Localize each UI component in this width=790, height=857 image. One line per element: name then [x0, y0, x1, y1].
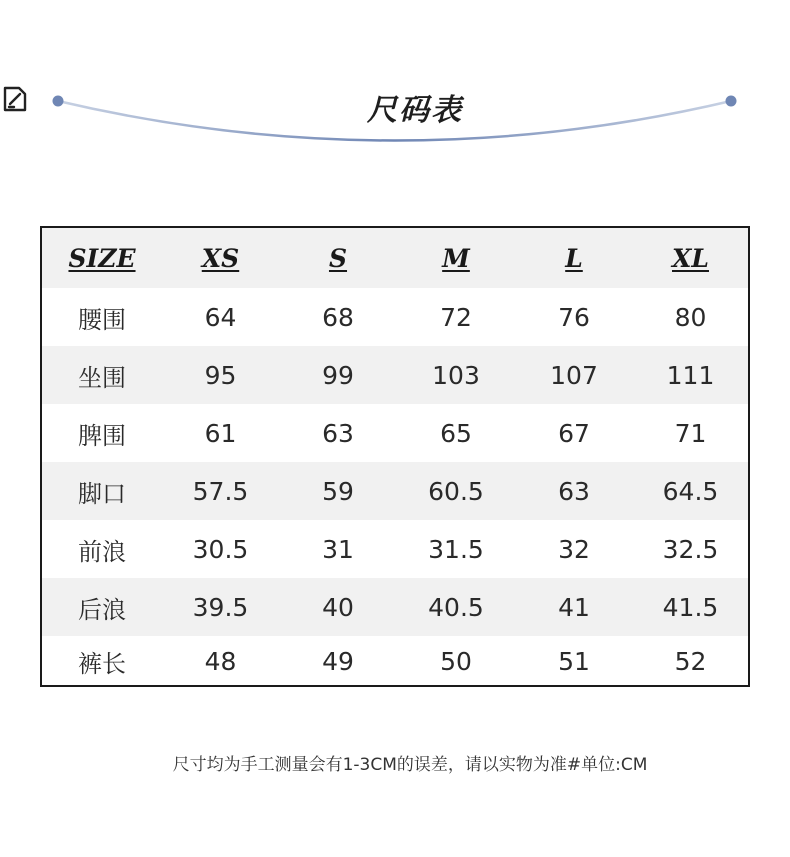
table-cell: 40: [279, 578, 397, 636]
table-cell: 95: [162, 346, 279, 404]
table-cell: 31: [322, 534, 354, 564]
table-cell: 32.5: [662, 534, 719, 564]
column-header: L: [515, 228, 633, 288]
table-cell: 49: [322, 647, 354, 676]
table-cell: 40.5: [397, 578, 515, 636]
row-label: 裤长: [78, 650, 126, 678]
table-cell: 111: [633, 346, 748, 404]
table-row: [42, 578, 748, 636]
table-cell: 107: [515, 346, 633, 404]
header: [0, 0, 790, 160]
table-cell: 103: [397, 346, 515, 404]
edit-icon: [327, 92, 357, 122]
table-cell: 61: [204, 418, 237, 448]
table-cell: 57.5: [162, 462, 279, 520]
table-cell: 31.5: [428, 534, 484, 564]
table-cell: 72: [440, 302, 472, 332]
table-cell: 59: [279, 462, 397, 520]
decorative-arc: [0, 0, 790, 160]
table-cell: 63: [515, 462, 633, 520]
row-label: 坐围: [42, 346, 162, 404]
table-row: [42, 404, 748, 462]
table-row: [42, 636, 748, 687]
column-header: XL: [633, 228, 748, 288]
table-cell: 68: [322, 302, 354, 332]
row-label: 脚口: [42, 462, 162, 520]
table-row: [42, 346, 748, 404]
row-label: 前浪: [78, 537, 126, 566]
column-header: S: [279, 228, 397, 288]
table-row: [42, 520, 748, 578]
table-cell: 41: [515, 578, 633, 636]
table-cell: 60.5: [397, 462, 515, 520]
column-header: XS: [162, 228, 279, 288]
table-cell: 76: [558, 302, 590, 332]
table-header-row: [42, 228, 748, 288]
title-row: [0, 84, 790, 130]
table-cell: 48: [204, 647, 237, 676]
table-cell: 50: [440, 647, 472, 676]
table-cell: 65: [440, 418, 472, 448]
table-cell: 71: [674, 418, 707, 448]
table-cell: 63: [322, 418, 354, 448]
page-title: 尺码表: [367, 93, 463, 128]
table-cell: 80: [674, 302, 707, 332]
table-cell: 39.5: [162, 578, 279, 636]
table-row: [42, 462, 748, 520]
table-cell: 32: [558, 534, 590, 564]
table-cell: 30.5: [192, 534, 249, 564]
row-label: 脾围: [78, 421, 126, 450]
size-table: [40, 226, 750, 687]
table-row: [42, 288, 748, 346]
table-cell: 51: [558, 647, 590, 676]
table-cell: 41.5: [633, 578, 748, 636]
table-cell: 64.5: [633, 462, 748, 520]
row-label: 腰围: [78, 305, 126, 334]
table-cell: 52: [674, 647, 707, 676]
row-label: 后浪: [42, 578, 162, 636]
table-cell: 67: [558, 418, 590, 448]
table-cell: 64: [204, 302, 237, 332]
column-header: M: [397, 228, 515, 288]
table-cell: 99: [279, 346, 397, 404]
measurement-note: 尺寸均为手工测量会有1-3CM的误差，请以实物为准#单位:CM: [172, 755, 648, 775]
column-header: SIZE: [42, 228, 162, 288]
